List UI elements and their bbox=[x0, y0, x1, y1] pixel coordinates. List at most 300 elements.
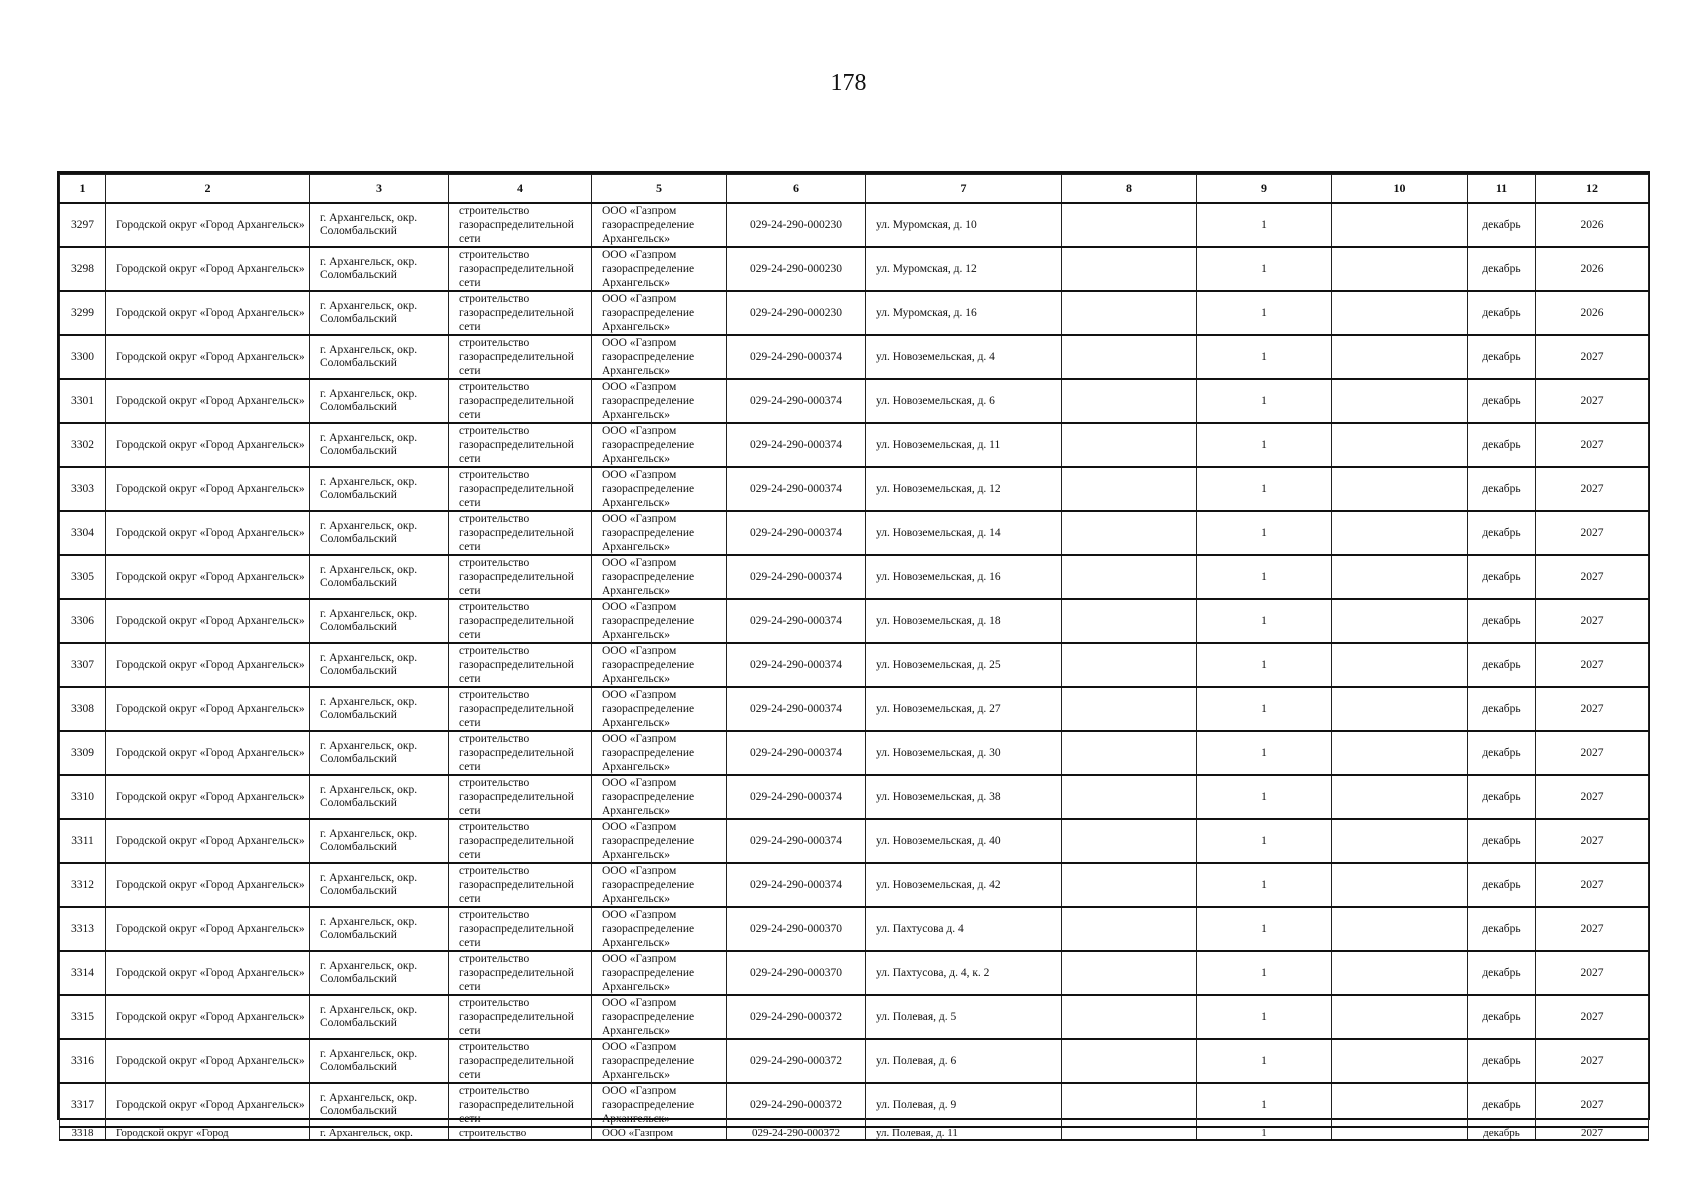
row-number-cell: 3304 bbox=[60, 511, 106, 555]
count-cell: 1 bbox=[1197, 863, 1332, 907]
organization-cell: ООО «Газпром газораспределение Архангельск» bbox=[592, 995, 727, 1039]
count-cell: 1 bbox=[1197, 467, 1332, 511]
table-row bbox=[60, 203, 1649, 247]
work-type-cell: строительство газораспределительной сети bbox=[449, 599, 592, 643]
col10-cell bbox=[1332, 687, 1468, 731]
table-row bbox=[60, 819, 1649, 863]
year-cell: 2027 bbox=[1536, 1039, 1649, 1083]
table-row bbox=[60, 511, 1649, 555]
row-number-cell: 3306 bbox=[60, 599, 106, 643]
locality-cell: г. Архангельск, окр. Соломбальский bbox=[310, 731, 449, 775]
row-number-cell: 3312 bbox=[60, 863, 106, 907]
address-cell: ул. Полевая, д. 6 bbox=[866, 1039, 1062, 1083]
year-cell: 2027 bbox=[1536, 643, 1649, 687]
program-number-cell: 029-24-290-000374 bbox=[727, 511, 866, 555]
col10-cell bbox=[1332, 643, 1468, 687]
program-number-cell: 029-24-290-000374 bbox=[727, 379, 866, 423]
address-cell: ул. Новоземельская, д. 14 bbox=[866, 511, 1062, 555]
col10-cell bbox=[1332, 819, 1468, 863]
row-number-cell: 3298 bbox=[60, 247, 106, 291]
table-row bbox=[60, 995, 1649, 1039]
table-row bbox=[60, 599, 1649, 643]
program-number-cell: 029-24-290-000372 bbox=[727, 1083, 866, 1127]
locality-cell: г. Архангельск, окр. Соломбальский bbox=[310, 951, 449, 995]
organization-cell: ООО «Газпром газораспределение Архангельск» bbox=[592, 379, 727, 423]
address-cell: ул. Новоземельская, д. 27 bbox=[866, 687, 1062, 731]
count-cell: 1 bbox=[1197, 555, 1332, 599]
row-number-cell: 3313 bbox=[60, 907, 106, 951]
address-cell: ул. Новоземельская, д. 18 bbox=[866, 599, 1062, 643]
row-number-cell: 3314 bbox=[60, 951, 106, 995]
organization-cell: ООО «Газпром газораспределение Архангельск» bbox=[592, 335, 727, 379]
work-type-cell: строительство газораспределительной сети bbox=[449, 1083, 592, 1127]
col8-cell bbox=[1062, 907, 1197, 951]
work-type-cell: строительство газораспределительной сети bbox=[449, 291, 592, 335]
work-type-cell: строительство газораспределительной сети bbox=[449, 863, 592, 907]
address-cell: ул. Новоземельская, д. 40 bbox=[866, 819, 1062, 863]
col10-cell bbox=[1332, 379, 1468, 423]
work-type-cell: строительство bbox=[449, 1127, 592, 1140]
table-row bbox=[60, 1127, 1649, 1140]
count-cell: 1 bbox=[1197, 511, 1332, 555]
page-number: 178 bbox=[830, 70, 867, 96]
month-cell: декабрь bbox=[1468, 203, 1536, 247]
organization-cell: ООО «Газпром газораспределение Архангельск» bbox=[592, 951, 727, 995]
col10-cell bbox=[1332, 731, 1468, 775]
address-cell: ул. Новоземельская, д. 25 bbox=[866, 643, 1062, 687]
organization-cell: ООО «Газпром газораспределение Архангельск» bbox=[592, 203, 727, 247]
program-number-cell: 029-24-290-000374 bbox=[727, 863, 866, 907]
count-cell: 1 bbox=[1197, 819, 1332, 863]
table-row bbox=[60, 775, 1649, 819]
col8-cell bbox=[1062, 511, 1197, 555]
column-header: 10 bbox=[1332, 175, 1468, 204]
month-cell: декабрь bbox=[1468, 951, 1536, 995]
table-row bbox=[60, 863, 1649, 907]
table-row bbox=[60, 951, 1649, 995]
count-cell: 1 bbox=[1197, 203, 1332, 247]
col10-cell bbox=[1332, 335, 1468, 379]
year-cell: 2027 bbox=[1536, 335, 1649, 379]
locality-cell: г. Архангельск, окр. Соломбальский bbox=[310, 335, 449, 379]
organization-cell: ООО «Газпром газораспределение Архангельск» bbox=[592, 907, 727, 951]
municipality-cell: Городской округ «Город Архангельск» bbox=[106, 203, 310, 247]
row-number-cell: 3308 bbox=[60, 687, 106, 731]
column-header: 12 bbox=[1536, 175, 1649, 204]
col8-cell bbox=[1062, 643, 1197, 687]
month-cell: декабрь bbox=[1468, 731, 1536, 775]
locality-cell: г. Архангельск, окр. Соломбальский bbox=[310, 291, 449, 335]
table-row bbox=[60, 1039, 1649, 1083]
address-cell: ул. Пахтусова д. 4 bbox=[866, 907, 1062, 951]
col8-cell bbox=[1062, 995, 1197, 1039]
program-number-cell: 029-24-290-000374 bbox=[727, 467, 866, 511]
col8-cell bbox=[1062, 863, 1197, 907]
col8-cell bbox=[1062, 423, 1197, 467]
organization-cell: ООО «Газпром газораспределение Архангельск» bbox=[592, 775, 727, 819]
organization-cell: ООО «Газпром газораспределение Архангельск» bbox=[592, 247, 727, 291]
col10-cell bbox=[1332, 907, 1468, 951]
column-header: 1 bbox=[60, 175, 106, 204]
col10-cell bbox=[1332, 863, 1468, 907]
municipality-cell: Городской округ «Город Архангельск» bbox=[106, 291, 310, 335]
count-cell: 1 bbox=[1197, 775, 1332, 819]
col8-cell bbox=[1062, 467, 1197, 511]
col8-cell bbox=[1062, 1127, 1197, 1140]
address-cell: ул. Полевая, д. 9 bbox=[866, 1083, 1062, 1127]
organization-cell: ООО «Газпром газораспределение Архангельск» bbox=[592, 819, 727, 863]
month-cell: декабрь bbox=[1468, 555, 1536, 599]
locality-cell: г. Архангельск, окр. Соломбальский bbox=[310, 599, 449, 643]
locality-cell: г. Архангельск, окр. Соломбальский bbox=[310, 775, 449, 819]
locality-cell: г. Архангельск, окр. Соломбальский bbox=[310, 555, 449, 599]
address-cell: ул. Новоземельская, д. 6 bbox=[866, 379, 1062, 423]
col10-cell bbox=[1332, 1083, 1468, 1127]
work-type-cell: строительство газораспределительной сети bbox=[449, 687, 592, 731]
month-cell: декабрь bbox=[1468, 1039, 1536, 1083]
municipality-cell: Городской округ «Город Архангельск» bbox=[106, 555, 310, 599]
col8-cell bbox=[1062, 291, 1197, 335]
col10-cell bbox=[1332, 467, 1468, 511]
municipality-cell: Городской округ «Город Архангельск» bbox=[106, 907, 310, 951]
municipality-cell: Городской округ «Город Архангельск» bbox=[106, 423, 310, 467]
column-header: 9 bbox=[1197, 175, 1332, 204]
col10-cell bbox=[1332, 423, 1468, 467]
program-number-cell: 029-24-290-000370 bbox=[727, 907, 866, 951]
program-number-cell: 029-24-290-000374 bbox=[727, 335, 866, 379]
year-cell: 2027 bbox=[1536, 907, 1649, 951]
table-row bbox=[60, 1083, 1649, 1127]
count-cell: 1 bbox=[1197, 1127, 1332, 1140]
col8-cell bbox=[1062, 555, 1197, 599]
organization-cell: ООО «Газпром газораспределение Архангельск» bbox=[592, 467, 727, 511]
organization-cell: ООО «Газпром газораспределение Архангельск» bbox=[592, 731, 727, 775]
document-table bbox=[57, 171, 1650, 1139]
row-number-cell: 3315 bbox=[60, 995, 106, 1039]
program-number-cell: 029-24-290-000230 bbox=[727, 247, 866, 291]
municipality-cell: Городской округ «Город Архангельск» bbox=[106, 731, 310, 775]
locality-cell: г. Архангельск, окр. Соломбальский bbox=[310, 1039, 449, 1083]
municipality-cell: Городской округ «Город Архангельск» bbox=[106, 379, 310, 423]
col8-cell bbox=[1062, 731, 1197, 775]
table-row bbox=[60, 291, 1649, 335]
address-cell: ул. Новоземельская, д. 4 bbox=[866, 335, 1062, 379]
organization-cell: ООО «Газпром газораспределение Архангельск» bbox=[592, 1083, 727, 1127]
municipality-cell: Городской округ «Город Архангельск» bbox=[106, 1039, 310, 1083]
locality-cell: г. Архангельск, окр. Соломбальский bbox=[310, 423, 449, 467]
organization-cell: ООО «Газпром газораспределение Архангельск» bbox=[592, 511, 727, 555]
municipality-cell: Городской округ «Город Архангельск» bbox=[106, 1083, 310, 1127]
month-cell: декабрь bbox=[1468, 291, 1536, 335]
program-number-cell: 029-24-290-000374 bbox=[727, 643, 866, 687]
address-cell: ул. Новоземельская, д. 42 bbox=[866, 863, 1062, 907]
table-row bbox=[60, 247, 1649, 291]
table-row bbox=[60, 907, 1649, 951]
count-cell: 1 bbox=[1197, 379, 1332, 423]
row-number-cell: 3317 bbox=[60, 1083, 106, 1127]
col8-cell bbox=[1062, 951, 1197, 995]
col10-cell bbox=[1332, 951, 1468, 995]
row-number-cell: 3300 bbox=[60, 335, 106, 379]
month-cell: декабрь bbox=[1468, 335, 1536, 379]
table-row bbox=[60, 379, 1649, 423]
program-number-cell: 029-24-290-000372 bbox=[727, 995, 866, 1039]
year-cell: 2027 bbox=[1536, 775, 1649, 819]
count-cell: 1 bbox=[1197, 599, 1332, 643]
table-row bbox=[60, 555, 1649, 599]
year-cell: 2027 bbox=[1536, 819, 1649, 863]
count-cell: 1 bbox=[1197, 1039, 1332, 1083]
program-number-cell: 029-24-290-000374 bbox=[727, 819, 866, 863]
count-cell: 1 bbox=[1197, 995, 1332, 1039]
organization-cell: ООО «Газпром bbox=[592, 1127, 727, 1140]
municipality-cell: Городской округ «Город Архангельск» bbox=[106, 467, 310, 511]
locality-cell: г. Архангельск, окр. Соломбальский bbox=[310, 247, 449, 291]
col8-cell bbox=[1062, 819, 1197, 863]
month-cell: декабрь bbox=[1468, 599, 1536, 643]
col10-cell bbox=[1332, 1127, 1468, 1140]
organization-cell: ООО «Газпром газораспределение Архангельск» bbox=[592, 599, 727, 643]
row-number-cell: 3311 bbox=[60, 819, 106, 863]
year-cell: 2027 bbox=[1536, 1127, 1649, 1140]
address-cell: ул. Полевая, д. 11 bbox=[866, 1127, 1062, 1140]
locality-cell: г. Архангельск, окр. Соломбальский bbox=[310, 995, 449, 1039]
address-cell: ул. Пахтусова, д. 4, к. 2 bbox=[866, 951, 1062, 995]
municipality-cell: Городской округ «Город Архангельск» bbox=[106, 599, 310, 643]
municipality-cell: Городской округ «Город Архангельск» bbox=[106, 247, 310, 291]
count-cell: 1 bbox=[1197, 907, 1332, 951]
col8-cell bbox=[1062, 775, 1197, 819]
count-cell: 1 bbox=[1197, 731, 1332, 775]
locality-cell: г. Архангельск, окр. Соломбальский bbox=[310, 863, 449, 907]
locality-cell: г. Архангельск, окр. Соломбальский bbox=[310, 907, 449, 951]
municipality-cell: Городской округ «Город Архангельск» bbox=[106, 775, 310, 819]
col10-cell bbox=[1332, 247, 1468, 291]
municipality-cell: Городской округ «Город Архангельск» bbox=[106, 995, 310, 1039]
month-cell: декабрь bbox=[1468, 1127, 1536, 1140]
year-cell: 2027 bbox=[1536, 555, 1649, 599]
municipality-cell: Городской округ «Город Архангельск» bbox=[106, 687, 310, 731]
municipality-cell: Городской округ «Город Архангельск» bbox=[106, 511, 310, 555]
program-number-cell: 029-24-290-000374 bbox=[727, 731, 866, 775]
month-cell: декабрь bbox=[1468, 247, 1536, 291]
program-number-cell: 029-24-290-000374 bbox=[727, 423, 866, 467]
year-cell: 2027 bbox=[1536, 687, 1649, 731]
table-row bbox=[60, 687, 1649, 731]
column-header: 4 bbox=[449, 175, 592, 204]
col8-cell bbox=[1062, 379, 1197, 423]
col8-cell bbox=[1062, 203, 1197, 247]
program-number-cell: 029-24-290-000374 bbox=[727, 775, 866, 819]
work-type-cell: строительство газораспределительной сети bbox=[449, 203, 592, 247]
col8-cell bbox=[1062, 335, 1197, 379]
table-row bbox=[60, 423, 1649, 467]
program-number-cell: 029-24-290-000374 bbox=[727, 687, 866, 731]
table-row bbox=[60, 467, 1649, 511]
table-row bbox=[60, 643, 1649, 687]
program-number-cell: 029-24-290-000372 bbox=[727, 1127, 866, 1140]
address-cell: ул. Новоземельская, д. 30 bbox=[866, 731, 1062, 775]
row-number-cell: 3309 bbox=[60, 731, 106, 775]
year-cell: 2027 bbox=[1536, 731, 1649, 775]
month-cell: декабрь bbox=[1468, 379, 1536, 423]
col10-cell bbox=[1332, 555, 1468, 599]
year-cell: 2027 bbox=[1536, 379, 1649, 423]
table-row bbox=[60, 335, 1649, 379]
municipality-cell: Городской округ «Город Архангельск» bbox=[106, 951, 310, 995]
column-header: 7 bbox=[866, 175, 1062, 204]
col10-cell bbox=[1332, 1039, 1468, 1083]
count-cell: 1 bbox=[1197, 951, 1332, 995]
registry-table bbox=[59, 174, 1649, 1141]
work-type-cell: строительство газораспределительной сети bbox=[449, 819, 592, 863]
month-cell: декабрь bbox=[1468, 995, 1536, 1039]
work-type-cell: строительство газораспределительной сети bbox=[449, 775, 592, 819]
municipality-cell: Городской округ «Город bbox=[106, 1127, 310, 1140]
year-cell: 2026 bbox=[1536, 203, 1649, 247]
address-cell: ул. Новоземельская, д. 38 bbox=[866, 775, 1062, 819]
locality-cell: г. Архангельск, окр. Соломбальский bbox=[310, 203, 449, 247]
row-number-cell: 3305 bbox=[60, 555, 106, 599]
table-row bbox=[60, 731, 1649, 775]
program-number-cell: 029-24-290-000374 bbox=[727, 555, 866, 599]
locality-cell: г. Архангельск, окр. Соломбальский bbox=[310, 1083, 449, 1127]
month-cell: декабрь bbox=[1468, 687, 1536, 731]
work-type-cell: строительство газораспределительной сети bbox=[449, 995, 592, 1039]
locality-cell: г. Архангельск, окр. bbox=[310, 1127, 449, 1140]
organization-cell: ООО «Газпром газораспределение Архангельск» bbox=[592, 555, 727, 599]
work-type-cell: строительство газораспределительной сети bbox=[449, 335, 592, 379]
column-header: 2 bbox=[106, 175, 310, 204]
column-header: 8 bbox=[1062, 175, 1197, 204]
organization-cell: ООО «Газпром газораспределение Архангельск» bbox=[592, 643, 727, 687]
work-type-cell: строительство газораспределительной сети bbox=[449, 643, 592, 687]
work-type-cell: строительство газораспределительной сети bbox=[449, 423, 592, 467]
program-number-cell: 029-24-290-000370 bbox=[727, 951, 866, 995]
month-cell: декабрь bbox=[1468, 907, 1536, 951]
locality-cell: г. Архангельск, окр. Соломбальский bbox=[310, 379, 449, 423]
locality-cell: г. Архангельск, окр. Соломбальский bbox=[310, 643, 449, 687]
col10-cell bbox=[1332, 511, 1468, 555]
row-number-cell: 3318 bbox=[60, 1127, 106, 1140]
municipality-cell: Городской округ «Город Архангельск» bbox=[106, 643, 310, 687]
year-cell: 2026 bbox=[1536, 247, 1649, 291]
count-cell: 1 bbox=[1197, 247, 1332, 291]
work-type-cell: строительство газораспределительной сети bbox=[449, 467, 592, 511]
column-header: 5 bbox=[592, 175, 727, 204]
work-type-cell: строительство газораспределительной сети bbox=[449, 555, 592, 599]
col10-cell bbox=[1332, 775, 1468, 819]
work-type-cell: строительство газораспределительной сети bbox=[449, 511, 592, 555]
month-cell: декабрь bbox=[1468, 423, 1536, 467]
month-cell: декабрь bbox=[1468, 1083, 1536, 1127]
count-cell: 1 bbox=[1197, 643, 1332, 687]
address-cell: ул. Муромская, д. 10 bbox=[866, 203, 1062, 247]
row-number-cell: 3303 bbox=[60, 467, 106, 511]
count-cell: 1 bbox=[1197, 291, 1332, 335]
month-cell: декабрь bbox=[1468, 775, 1536, 819]
year-cell: 2027 bbox=[1536, 423, 1649, 467]
year-cell: 2027 bbox=[1536, 467, 1649, 511]
municipality-cell: Городской округ «Город Архангельск» bbox=[106, 819, 310, 863]
row-number-cell: 3302 bbox=[60, 423, 106, 467]
year-cell: 2027 bbox=[1536, 1083, 1649, 1127]
col10-cell bbox=[1332, 291, 1468, 335]
row-number-cell: 3316 bbox=[60, 1039, 106, 1083]
month-cell: декабрь bbox=[1468, 819, 1536, 863]
locality-cell: г. Архангельск, окр. Соломбальский bbox=[310, 687, 449, 731]
col8-cell bbox=[1062, 687, 1197, 731]
header-row bbox=[60, 175, 1649, 204]
year-cell: 2027 bbox=[1536, 599, 1649, 643]
locality-cell: г. Архангельск, окр. Соломбальский bbox=[310, 467, 449, 511]
organization-cell: ООО «Газпром газораспределение Архангельск» bbox=[592, 291, 727, 335]
work-type-cell: строительство газораспределительной сети bbox=[449, 951, 592, 995]
program-number-cell: 029-24-290-000230 bbox=[727, 203, 866, 247]
address-cell: ул. Муромская, д. 12 bbox=[866, 247, 1062, 291]
col10-cell bbox=[1332, 203, 1468, 247]
row-number-cell: 3301 bbox=[60, 379, 106, 423]
count-cell: 1 bbox=[1197, 1083, 1332, 1127]
work-type-cell: строительство газораспределительной сети bbox=[449, 247, 592, 291]
locality-cell: г. Архангельск, окр. Соломбальский bbox=[310, 511, 449, 555]
year-cell: 2027 bbox=[1536, 951, 1649, 995]
address-cell: ул. Полевая, д. 5 bbox=[866, 995, 1062, 1039]
count-cell: 1 bbox=[1197, 687, 1332, 731]
month-cell: декабрь bbox=[1468, 643, 1536, 687]
year-cell: 2027 bbox=[1536, 511, 1649, 555]
work-type-cell: строительство газораспределительной сети bbox=[449, 1039, 592, 1083]
row-number-cell: 3310 bbox=[60, 775, 106, 819]
municipality-cell: Городской округ «Город Архангельск» bbox=[106, 863, 310, 907]
year-cell: 2027 bbox=[1536, 995, 1649, 1039]
row-number-cell: 3297 bbox=[60, 203, 106, 247]
row-number-cell: 3307 bbox=[60, 643, 106, 687]
work-type-cell: строительство газораспределительной сети bbox=[449, 907, 592, 951]
address-cell: ул. Муромская, д. 16 bbox=[866, 291, 1062, 335]
col8-cell bbox=[1062, 599, 1197, 643]
col10-cell bbox=[1332, 599, 1468, 643]
program-number-cell: 029-24-290-000374 bbox=[727, 599, 866, 643]
month-cell: декабрь bbox=[1468, 863, 1536, 907]
year-cell: 2026 bbox=[1536, 291, 1649, 335]
address-cell: ул. Новоземельская, д. 11 bbox=[866, 423, 1062, 467]
year-cell: 2027 bbox=[1536, 863, 1649, 907]
column-header: 3 bbox=[310, 175, 449, 204]
address-cell: ул. Новоземельская, д. 12 bbox=[866, 467, 1062, 511]
col8-cell bbox=[1062, 1039, 1197, 1083]
program-number-cell: 029-24-290-000372 bbox=[727, 1039, 866, 1083]
organization-cell: ООО «Газпром газораспределение Архангельск» bbox=[592, 863, 727, 907]
col8-cell bbox=[1062, 1083, 1197, 1127]
row-number-cell: 3299 bbox=[60, 291, 106, 335]
address-cell: ул. Новоземельская, д. 16 bbox=[866, 555, 1062, 599]
locality-cell: г. Архангельск, окр. Соломбальский bbox=[310, 819, 449, 863]
organization-cell: ООО «Газпром газораспределение Архангельск» bbox=[592, 687, 727, 731]
work-type-cell: строительство газораспределительной сети bbox=[449, 379, 592, 423]
organization-cell: ООО «Газпром газораспределение Архангельск» bbox=[592, 423, 727, 467]
work-type-cell: строительство газораспределительной сети bbox=[449, 731, 592, 775]
month-cell: декабрь bbox=[1468, 511, 1536, 555]
column-header: 6 bbox=[727, 175, 866, 204]
col10-cell bbox=[1332, 995, 1468, 1039]
month-cell: декабрь bbox=[1468, 467, 1536, 511]
count-cell: 1 bbox=[1197, 335, 1332, 379]
column-header: 11 bbox=[1468, 175, 1536, 204]
col8-cell bbox=[1062, 247, 1197, 291]
organization-cell: ООО «Газпром газораспределение Архангельск» bbox=[592, 1039, 727, 1083]
municipality-cell: Городской округ «Город Архангельск» bbox=[106, 335, 310, 379]
